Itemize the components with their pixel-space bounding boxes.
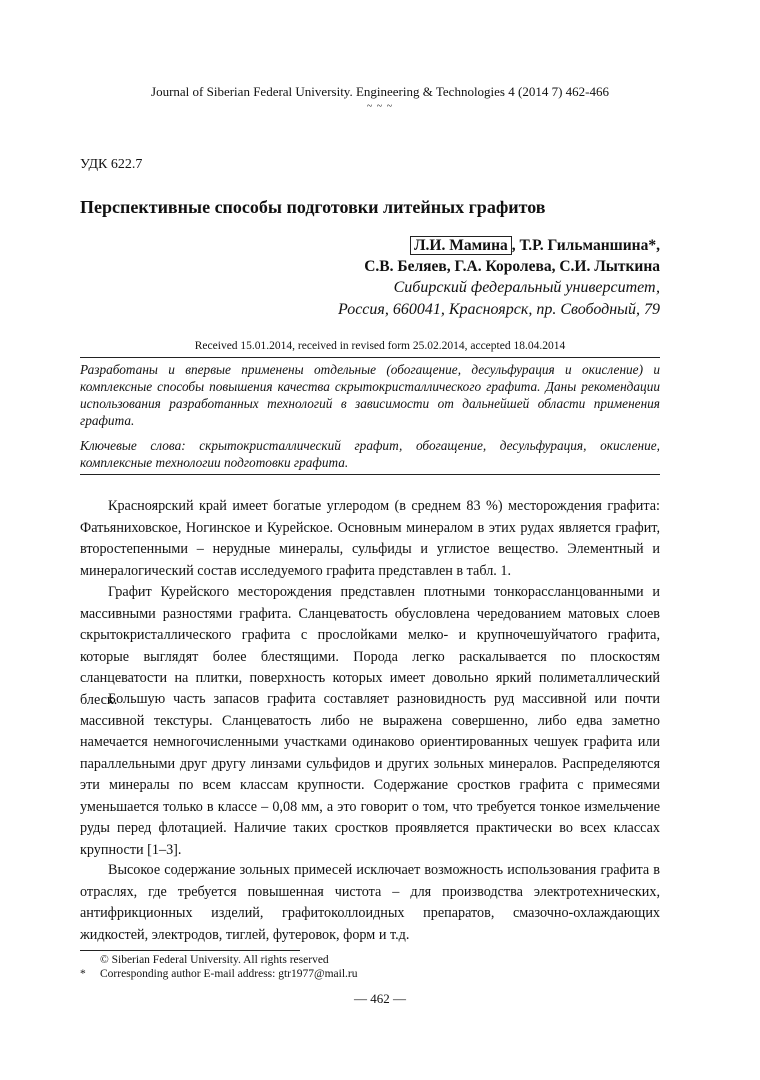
boxed-author-name: Л.И. Мамина	[410, 236, 512, 255]
footnote-copyright	[80, 953, 329, 967]
header-ornament: ~ ~ ~	[366, 101, 394, 112]
keywords-text: Ключевые слова: скрытокристаллический графит, обогащение, десульфурация, окисление, комплексные технологии подготовки графита.	[80, 438, 660, 470]
copyright-text: © Siberian Federal University. All rights reserved	[100, 954, 329, 966]
abstract-top-rule	[80, 357, 660, 358]
footnote-asterisk: *	[80, 968, 86, 980]
article-title: Перспективные способы подготовки литейных графитов	[80, 197, 546, 217]
abstract-bottom-rule	[80, 474, 660, 475]
affiliation-line-2: Россия, 660041, Красноярск, пр. Свободный, 79	[338, 301, 660, 318]
corresponding-email-text: Corresponding author E-mail address: gtr1977@mail.ru	[100, 968, 358, 980]
body-paragraph: Большую часть запасов графита составляет разновидность руд массивной или почти массивной текстуры. Сланцеватость либо не выражена совершенно, либо едва заметно намечается немногочисленными участками одинаково ориентированных чешуек графита или параллельными друг другу линзами сульфидов и других зольных минералов. Распределяются эти минералы по всем классам крупности. Содержание сростков графита с примесями уменьшается только в классе – 0,08 мм, а это говорит о том, что требуется тонкое измельчение руды перед флотацией. Наличие таких сростков проявляется практически во всех классах крупности [1–3].	[80, 691, 660, 858]
journal-header: Journal of Siberian Federal University. Engineering & Technologies 4 (2014 7) 462-466	[151, 84, 609, 99]
udc-code: УДК 622.7	[80, 157, 143, 172]
authors-line-1	[410, 236, 660, 256]
body-paragraph: Графит Курейского месторождения представлен плотными тонкорассланцованными и массивными разностями графита. Сланцеватость обусловлена чередованием матовых слоев скрытокристаллического графита с прослойками мелко- и крупночешуйчатого графита, которые выглядят более блестящими. Порода легко раскалывается по плоскостям сланцеватости на плитки, поверхность которых имеет довольно яркий полиметаллический блеск.	[80, 584, 660, 708]
page-number: — 462 —	[354, 991, 406, 1006]
body-paragraph: Красноярский край имеет богатые углеродом (в среднем 83 %) месторождения графита: Фатьяниховское, Ногинское и Курейское. Основным минералом в этих рудах является графит, второстепенными – нерудные минералы, сульфиды и углистое вещество. Элементный и минералогический состав исследуемого графита представлен в табл. 1.	[80, 498, 660, 579]
body-paragraph: Высокое содержание зольных примесей исключает возможность использования графита в отраслях, где требуется повышенная чистота – для производства электротехнических, антифрикционных изделий, графитоколлоидных препаратов, смазочно-охлаждающих жидкостей, электродов, тиглей, футеровок, форм и т.д.	[80, 862, 660, 943]
authors-line-1-rest: , Т.Р. Гильманшина*,	[511, 237, 660, 254]
affiliation-line-1: Сибирский федеральный университет,	[393, 279, 660, 296]
footnote-rule	[80, 950, 300, 951]
authors-line-2: С.В. Беляев, Г.А. Королева, С.И. Лыткина	[364, 258, 660, 275]
footnote-corresponding	[80, 967, 357, 981]
abstract-text: Разработаны и впервые применены отдельные (обогащение, десульфурация и окисление) и комплексные способы повышения качества скрытокристаллического графита. Даны рекомендации использования разработанных технологий в зависимости от дальнейшей области применения графита.	[80, 362, 660, 428]
received-dates: Received 15.01.2014, received in revised form 25.02.2014, accepted 18.04.2014	[194, 340, 566, 352]
